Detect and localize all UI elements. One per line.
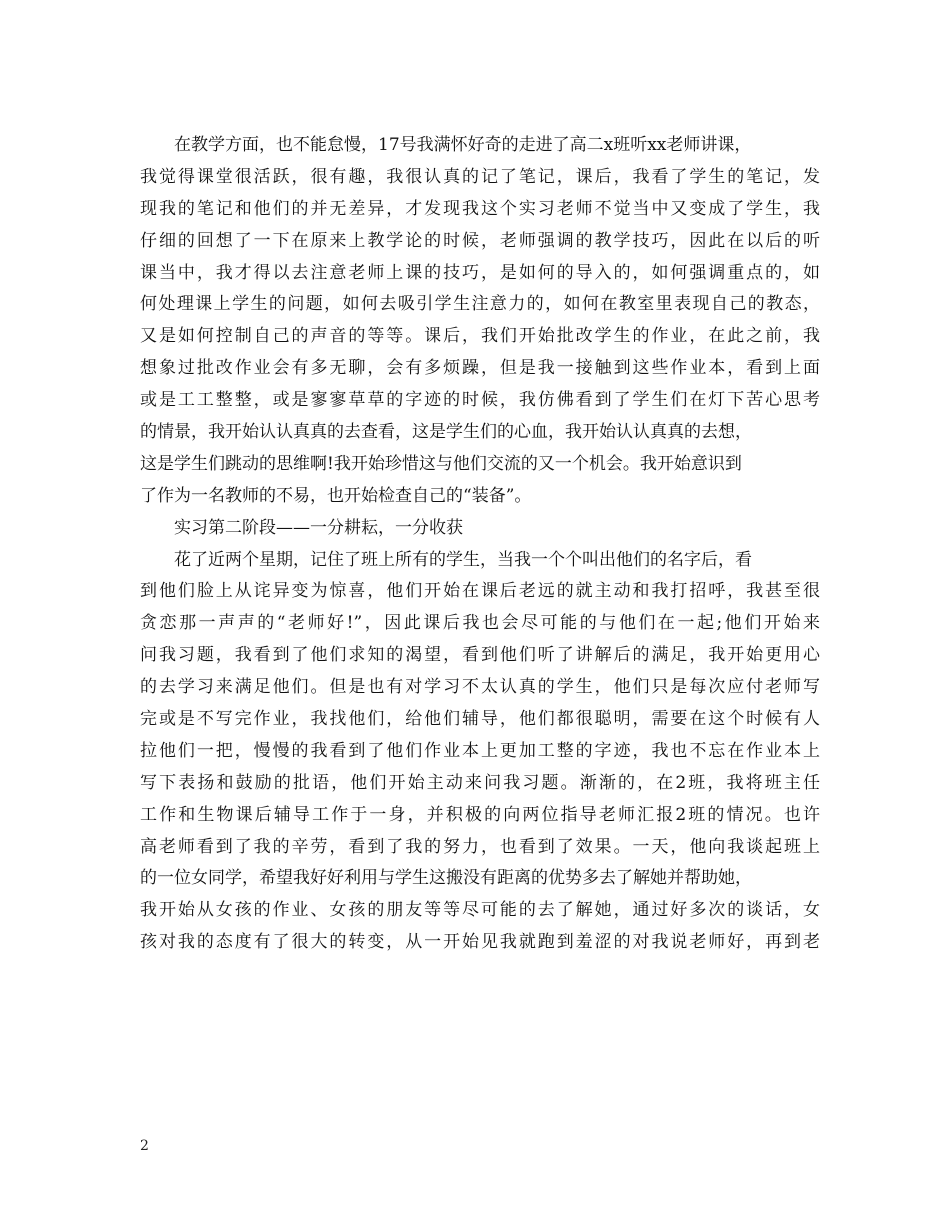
paragraph-line: 完或是不写完作业，我找他们，给他们辅导，他们都很聪明，需要在这个时候有人 xyxy=(140,709,820,730)
paragraph-line: 想象过批改作业会有多无聊，会有多烦躁，但是我一接触到这些作业本，看到上面 xyxy=(140,358,820,379)
paragraph-line: 工作和生物课后辅导工作于一身，并积极的向两位指导老师汇报2班的情况。也许 xyxy=(140,804,820,825)
paragraph-line: 贪恋那一声声的“老师好!”，因此课后我也会尽可能的与他们在一起;他们开始来 xyxy=(140,613,820,634)
paragraph-line: 现我的笔记和他们的并无差异，才发现我这个实习老师不觉当中又变成了学生，我 xyxy=(140,198,820,219)
paragraph-line: 孩对我的态度有了很大的转变，从一开始见我就跑到羞涩的对我说老师好，再到老 xyxy=(140,932,820,953)
paragraph-line: 的去学习来满足他们。但是也有对学习不太认真的学生，他们只是每次应付老师写 xyxy=(140,677,820,698)
paragraph-line: 的情景，我开始认认真真的去查看，这是学生们的心血，我开始认认真真的去想， xyxy=(140,422,752,443)
paragraph-line: 我开始从女孩的作业、女孩的朋友等等尽可能的去了解她，通过好多次的谈话，女 xyxy=(140,900,820,921)
paragraph-line: 了作为一名教师的不易，也开始检查自己的“装备”。 xyxy=(140,485,532,506)
paragraph-line: 高老师看到了我的辛劳，看到了我的努力，也看到了效果。一天，他向我谈起班上 xyxy=(140,836,820,857)
paragraph-line: 的一位女同学，希望我好好利用与学生这搬没有距离的优势多去了解她并帮助她， xyxy=(140,868,752,889)
paragraph-line: 何处理课上学生的问题，如何去吸引学生注意力的，如何在教室里表现自己的教态， xyxy=(140,294,820,315)
body-text xyxy=(140,130,820,959)
page-number: 2 xyxy=(140,1138,149,1154)
paragraph-line: 在教学方面，也不能怠慢，17号我满怀好奇的走进了高二x班听xx老师讲课， xyxy=(174,135,752,155)
paragraph-line: 花了近两个星期，记住了班上所有的学生，当我一个个叫出他们的名字后，看 xyxy=(174,549,752,570)
paragraph-line: 写下表扬和鼓励的批语，他们开始主动来问我习题。渐渐的，在2班，我将班主任 xyxy=(140,772,820,793)
paragraph-line: 问我习题，我看到了他们求知的渴望，看到他们听了讲解后的满足，我开始更用心 xyxy=(140,645,820,666)
paragraph-line: 仔细的回想了一下在原来上教学论的时候，老师强调的教学技巧，因此在以后的听 xyxy=(140,230,820,251)
paragraph-line: 这是学生们跳动的思维啊!我开始珍惜这与他们交流的又一个机会。我开始意识到 xyxy=(140,453,742,474)
section-heading: 实习第二阶段——一分耕耘，一分收获 xyxy=(174,517,463,538)
paragraph-line: 又是如何控制自己的声音的等等。课后，我们开始批改学生的作业，在此之前，我 xyxy=(140,326,820,347)
paragraph-line: 课当中，我才得以去注意老师上课的技巧，是如何的导入的，如何强调重点的，如 xyxy=(140,262,820,283)
paragraph-line: 我觉得课堂很活跃，很有趣，我很认真的记了笔记，课后，我看了学生的笔记，发 xyxy=(140,166,820,187)
paragraph-line: 到他们脸上从诧异变为惊喜，他们开始在课后老远的就主动和我打招呼，我甚至很 xyxy=(140,581,820,602)
paragraph-line: 拉他们一把，慢慢的我看到了他们作业本上更加工整的字迹，我也不忘在作业本上 xyxy=(140,740,820,761)
paragraph-line: 或是工工整整，或是寥寥草草的字迹的时候，我仿佛看到了学生们在灯下苦心思考 xyxy=(140,390,820,411)
